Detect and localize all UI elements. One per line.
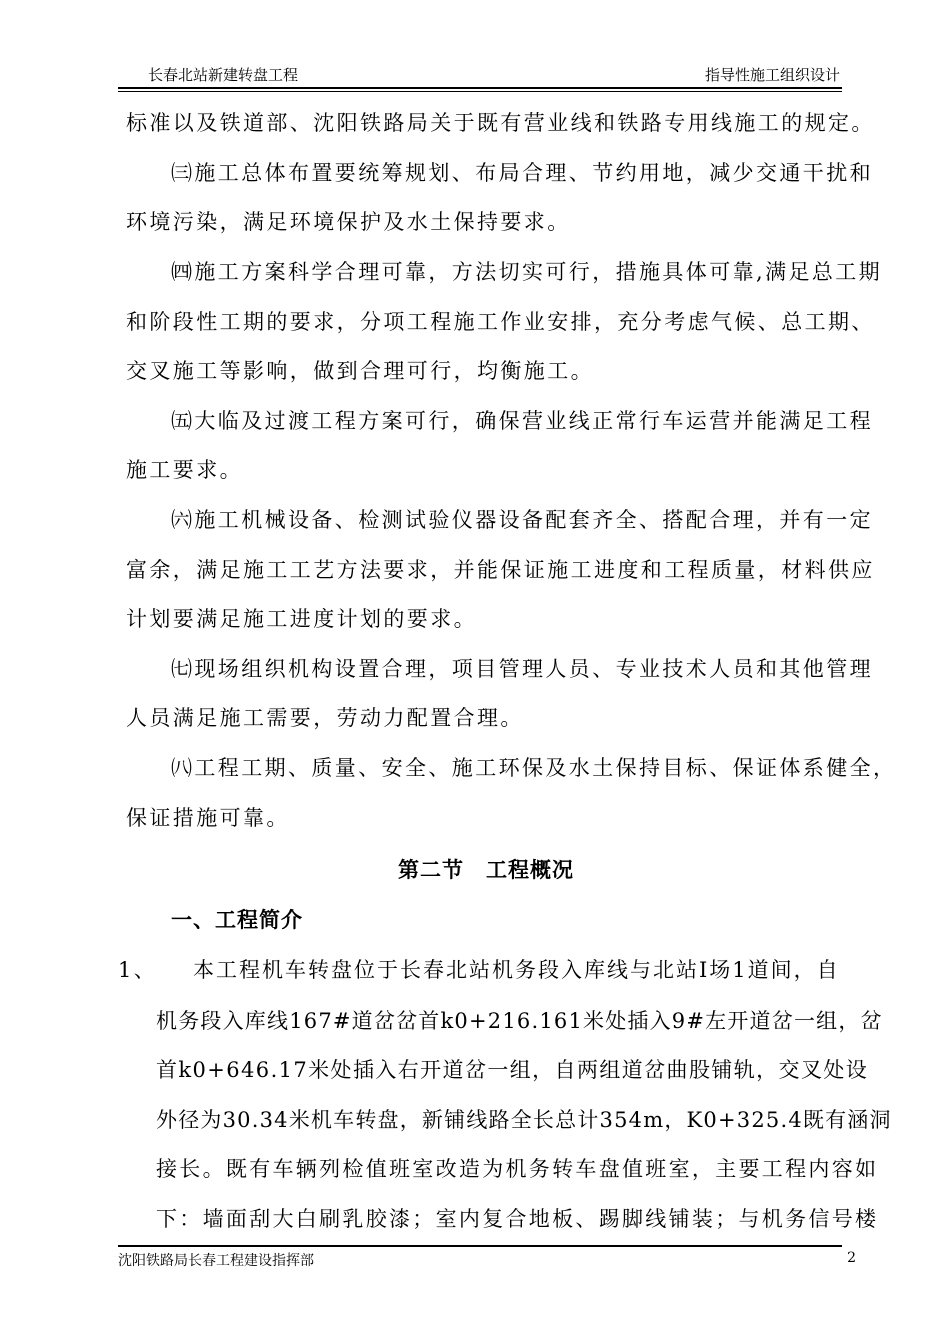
header-rule-thick xyxy=(118,87,842,89)
paragraph-line: 标准以及铁道部、沈阳铁路局关于既有营业线和铁路专用线施工的规定。 xyxy=(126,111,875,135)
paragraph-line: ㈤大临及过渡工程方案可行，确保营业线正常行车运营并能满足工程 xyxy=(171,409,873,433)
paragraph-line: 和阶段性工期的要求，分项工程施工作业安排，充分考虑气候、总工期、 xyxy=(126,310,875,334)
subsection-title: 一、工程简介 xyxy=(171,908,303,932)
paragraph-line: 环境污染，满足环境保护及水土保持要求。 xyxy=(126,210,571,234)
list-item-line: 接长。既有车辆列检值班室改造为机务转车盘值班室，主要工程内容如 xyxy=(156,1157,879,1181)
footer-rule xyxy=(118,1245,842,1247)
page-number: 2 xyxy=(847,1250,856,1266)
list-item-line: 本工程机车转盘位于长春北站机务段入库线与北站Ⅰ场1道间，自 xyxy=(193,958,840,982)
list-item-number: 1、 xyxy=(118,958,158,982)
footer-organization: 沈阳铁路局长春工程建设指挥部 xyxy=(118,1253,314,1269)
paragraph-line: 人员满足施工需要，劳动力配置合理。 xyxy=(126,706,524,730)
list-item-line: 下：墙面刮大白刷乳胶漆；室内复合地板、踢脚线铺装；与机务信号楼 xyxy=(156,1207,879,1231)
paragraph-line: 计划要满足施工进度计划的要求。 xyxy=(126,607,477,631)
paragraph-line: ㈣施工方案科学合理可靠，方法切实可行，措施具体可靠,满足总工期 xyxy=(171,260,883,284)
list-item-line: 机务段入库线167#道岔岔首k0+216.161米处插入9#左开道岔一组，岔 xyxy=(156,1009,883,1033)
list-item-line: 首k0+646.17米处插入右开道岔一组，自两组道岔曲股铺轨，交叉处设 xyxy=(156,1058,869,1082)
header-rule-thin xyxy=(118,91,842,92)
list-item-line: 外径为30.34米机车转盘，新铺线路全长总计354m，K0+325.4既有涵洞 xyxy=(156,1108,892,1132)
paragraph-line: 施工要求。 xyxy=(126,458,243,482)
paragraph-line: ㈥施工机械设备、检测试验仪器设备配套齐全、搭配合理，并有一定 xyxy=(171,508,873,532)
paragraph-line: ㈦现场组织机构设置合理，项目管理人员、专业技术人员和其他管理 xyxy=(171,657,873,681)
section-title: 第二节 工程概况 xyxy=(398,858,574,882)
paragraph-line: 富余，满足施工工艺方法要求，并能保证施工进度和工程质量，材料供应 xyxy=(126,558,875,582)
paragraph-line: 保证措施可靠。 xyxy=(126,806,290,830)
header-project-title: 长春北站新建转盘工程 xyxy=(148,66,299,84)
paragraph-line: ㈧工程工期、质量、安全、施工环保及水土保持目标、保证体系健全， xyxy=(171,756,897,780)
paragraph-line: ㈢施工总体布置要统筹规划、布局合理、节约用地，减少交通干扰和 xyxy=(171,161,873,185)
paragraph-line: 交叉施工等影响，做到合理可行，均衡施工。 xyxy=(126,359,594,383)
header-document-title: 指导性施工组织设计 xyxy=(704,66,840,84)
